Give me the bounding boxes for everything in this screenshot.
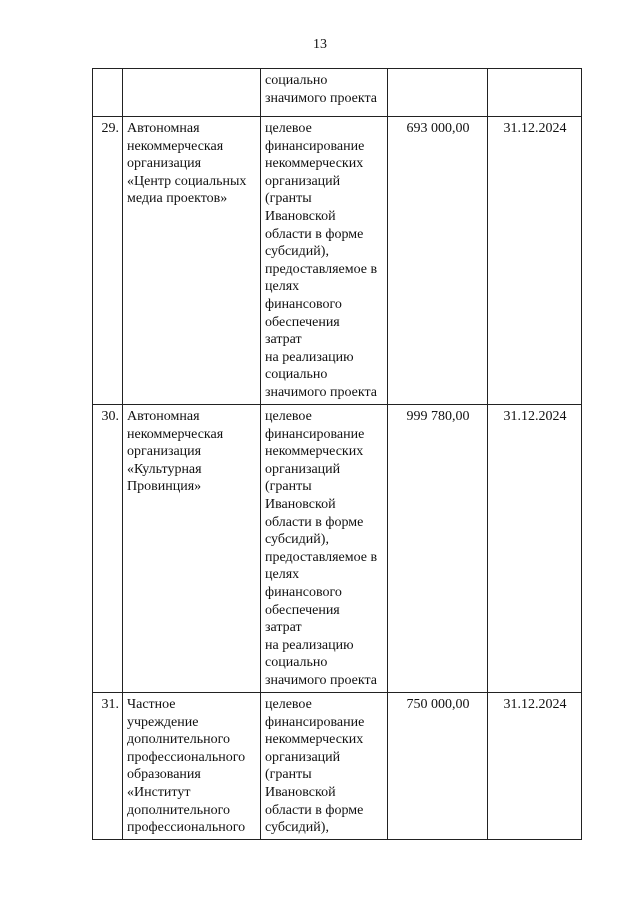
row-number-cell: 30.: [93, 405, 123, 693]
purpose-line: обеспечения: [265, 602, 340, 618]
purpose-line: на реализацию: [265, 349, 354, 365]
organization-line: профессионального: [127, 749, 246, 765]
purpose-line: целевое: [265, 697, 312, 712]
organization-line: «Центр социальных: [127, 173, 247, 189]
organization-line: Провинция»: [127, 479, 202, 495]
organization-line: некоммерческая: [127, 426, 224, 442]
purpose-line: (гранты: [265, 479, 312, 495]
purpose-line: области в форме: [265, 514, 364, 530]
purpose-line: социально: [265, 73, 328, 88]
purpose-line: области в форме: [265, 802, 364, 818]
deadline-cell: 31.12.2024: [488, 405, 582, 693]
purpose-cell: [261, 693, 388, 840]
purpose-line: предоставляемое в: [265, 549, 378, 565]
amount-cell: [388, 69, 488, 117]
organization-line: организация: [127, 444, 202, 460]
purpose-line: финансирование: [265, 426, 365, 442]
purpose-line: субсидий),: [265, 532, 329, 548]
amount-cell: 693 000,00: [388, 117, 488, 405]
purpose-line: организаций: [265, 173, 341, 189]
page-number: 13: [313, 37, 327, 52]
amount-cell: 750 000,00: [388, 693, 488, 840]
purpose-line: финансирование: [265, 714, 365, 730]
organization-line: «Культурная: [127, 461, 202, 477]
purpose-cell: [261, 405, 388, 693]
purpose-line: целях: [265, 279, 300, 295]
deadline-cell: 31.12.2024: [488, 117, 582, 405]
purpose-line: некоммерческих: [265, 156, 364, 172]
amount-cell: 999 780,00: [388, 405, 488, 693]
organization-line: учреждение: [127, 714, 199, 730]
purpose-line: целях: [265, 567, 300, 583]
table-row: [93, 69, 582, 117]
purpose-line: организаций: [265, 461, 341, 477]
purpose-line: некоммерческих: [265, 444, 364, 460]
purpose-line: (гранты: [265, 767, 312, 783]
purpose-line: Ивановской: [265, 496, 336, 512]
purpose-line: обеспечения: [265, 314, 340, 330]
purpose-line: социально: [265, 367, 328, 383]
table-row: [93, 693, 582, 840]
organization-line: «Институт: [127, 784, 191, 800]
table-row: [93, 405, 582, 693]
purpose-line: значимого проекта: [265, 384, 377, 400]
purpose-line: затрат: [265, 332, 302, 348]
purpose-line: некоммерческих: [265, 732, 364, 748]
purpose-line: субсидий),: [265, 244, 329, 260]
purpose-line: социально: [265, 655, 328, 671]
deadline-cell: 31.12.2024: [488, 693, 582, 840]
organization-line: Автономная: [127, 121, 200, 136]
organization-line: дополнительного: [127, 802, 230, 818]
purpose-line: предоставляемое в: [265, 261, 378, 277]
purpose-line: области в форме: [265, 226, 364, 242]
purpose-line: целевое: [265, 121, 312, 136]
purpose-line: (гранты: [265, 191, 312, 207]
grants-table: [92, 68, 582, 840]
purpose-line: Ивановской: [265, 784, 336, 800]
organization-cell: [123, 69, 261, 117]
row-number-cell: 31.: [93, 693, 123, 840]
row-number-cell: 29.: [93, 117, 123, 405]
purpose-line: субсидий),: [265, 820, 329, 836]
table-row: [93, 117, 582, 405]
organization-cell: [123, 405, 261, 693]
purpose-line: значимого проекта: [265, 90, 377, 106]
organization-line: образования: [127, 767, 201, 783]
organization-line: медиа проектов»: [127, 191, 228, 207]
purpose-cell: [261, 117, 388, 405]
organization-cell: [123, 693, 261, 840]
purpose-line: на реализацию: [265, 637, 354, 653]
purpose-line: организаций: [265, 749, 341, 765]
organization-line: некоммерческая: [127, 138, 224, 154]
deadline-cell: [488, 69, 582, 117]
purpose-line: финансового: [265, 584, 342, 600]
purpose-cell: [261, 69, 388, 117]
row-number-cell: [93, 69, 123, 117]
purpose-line: целевое: [265, 409, 312, 424]
organization-line: организация: [127, 156, 202, 172]
purpose-line: финансирование: [265, 138, 365, 154]
purpose-line: Ивановской: [265, 208, 336, 224]
organization-line: профессионального: [127, 820, 246, 836]
organization-cell: [123, 117, 261, 405]
organization-line: дополнительного: [127, 732, 230, 748]
organization-line: Автономная: [127, 409, 200, 424]
purpose-line: затрат: [265, 620, 302, 636]
purpose-line: финансового: [265, 296, 342, 312]
purpose-line: значимого проекта: [265, 672, 377, 688]
organization-line: Частное: [127, 697, 176, 712]
